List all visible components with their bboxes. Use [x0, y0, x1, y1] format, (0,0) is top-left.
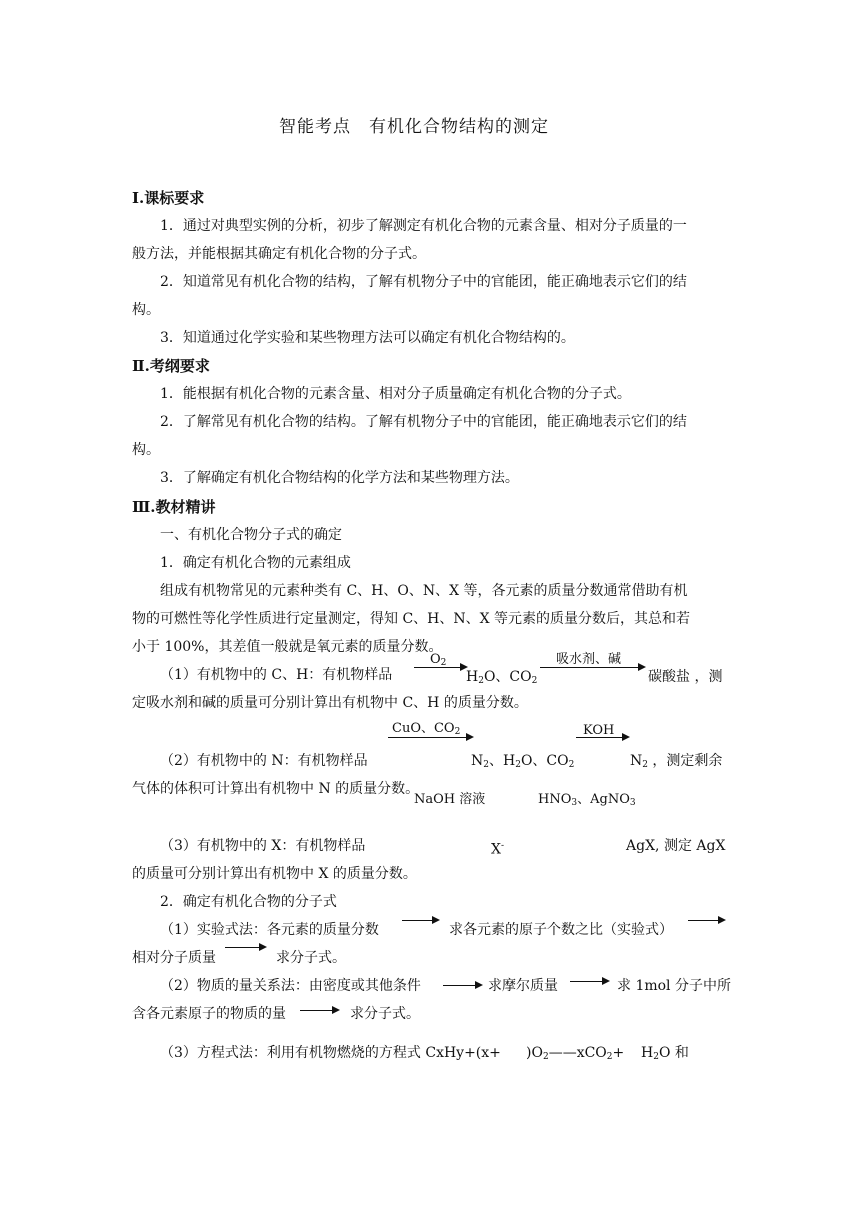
- subheading: 2．确定有机化合物的分子式: [160, 894, 337, 910]
- step-arrow: [402, 920, 438, 921]
- paragraph: （1）实验式法：各元素的质量分数: [160, 922, 379, 938]
- paragraph: 含各元素原子的物质的量: [132, 1006, 286, 1022]
- paragraph: 小于 100%，其差值一般就是氧元素的质量分数。: [132, 639, 443, 655]
- paragraph: 1．通过对典型实例的分析，初步了解测定有机化合物的元素含量、相对分子质量的一: [160, 218, 687, 234]
- paragraph: （2）物质的量关系法：由密度或其他条件: [160, 978, 421, 994]
- section-heading-course-requirements: Ⅰ.课标要求: [132, 189, 205, 207]
- paragraph: 组成有机物常见的元素种类有 C、H、O、N、X 等，各元素的质量分数通常借助有机: [160, 583, 688, 599]
- paragraph: （3）方程式法：利用有机物燃烧的方程式 CxHy+(x+: [160, 1045, 501, 1061]
- paragraph: 3．知道通过化学实验和某些物理方法可以确定有机化合物结构的。: [160, 330, 575, 346]
- reaction-arrow: [576, 737, 628, 738]
- reagent-label: NaOH 溶液: [414, 792, 486, 807]
- product-formula: $N_2$、$H_2O$、$CO_2$: [471, 753, 575, 770]
- page-title: 智能考点 有机化合物结构的测定: [279, 117, 549, 137]
- paragraph: 2．了解常见有机化合物的结构。了解有机物分子中的官能团，能正确地表示它们的结: [160, 414, 687, 430]
- step-arrow: [225, 947, 265, 948]
- section-heading-exam-requirements: Ⅱ.考纲要求: [132, 357, 210, 375]
- paragraph: 定吸水剂和碱的质量可分别计算出有机物中 C、H 的质量分数。: [132, 695, 528, 711]
- step-arrow: [300, 1010, 338, 1011]
- equation-part: $H_2O$ 和: [641, 1045, 689, 1062]
- step-arrow: [570, 981, 608, 982]
- reagent-label: CuO、$CO_2$: [392, 721, 461, 737]
- reagent-label: $HNO_3$、AgNO$_3$: [538, 792, 636, 808]
- paragraph: 构。: [132, 302, 160, 318]
- paragraph: （2）有机物中的 N：有机物样品: [160, 753, 368, 769]
- paragraph: （1）有机物中的 C、H：有机物样品: [160, 667, 393, 683]
- paragraph: 气体的体积可计算出有机物中 N 的质量分数。: [132, 781, 420, 797]
- paragraph: 相对分子质量: [132, 950, 216, 966]
- paragraph: 的质量可分别计算出有机物中 X 的质量分数。: [132, 866, 417, 882]
- reaction-arrow: [414, 667, 466, 668]
- reagent-label: 吸水剂、碱: [556, 652, 622, 667]
- paragraph: 1．能根据有机化合物的元素含量、相对分子质量确定有机化合物的分子式。: [160, 386, 631, 402]
- paragraph: 般方法，并能根据其确定有机化合物的分子式。: [132, 246, 426, 262]
- paragraph: 求摩尔质量: [488, 978, 558, 994]
- paragraph: 物的可燃性等化学性质进行定量测定，得知 C、H、N、X 等元素的质量分数后，其总和若: [132, 611, 691, 627]
- product-label: AgX, 测定 AgX: [626, 838, 726, 854]
- equation-part: )$O_2——xCO_2+$: [526, 1045, 625, 1062]
- paragraph: 求分子式。: [276, 950, 346, 966]
- reagent-label: $O_2$: [430, 652, 447, 668]
- ion-formula: X-: [491, 841, 505, 858]
- paragraph: 求 1mol 分子中所: [617, 978, 731, 994]
- product-formula: $H_2O$、$CO_2$: [466, 669, 538, 686]
- product-formula: $N_2$ ，测定剩余: [630, 753, 723, 770]
- reaction-arrow: [388, 737, 472, 738]
- subheading: 1．确定有机化合物的元素组成: [160, 555, 351, 571]
- reagent-label: KOH: [583, 723, 615, 738]
- paragraph: 求各元素的原子个数之比（实验式）: [449, 922, 673, 938]
- subheading: 一、有机化合物分子式的确定: [160, 527, 342, 543]
- paragraph: 3．了解确定有机化合物结构的化学方法和某些物理方法。: [160, 470, 519, 486]
- reaction-arrow: [540, 667, 644, 668]
- step-arrow: [688, 920, 724, 921]
- step-arrow: [443, 985, 481, 986]
- section-heading-textbook-explanation: Ⅲ.教材精讲: [132, 498, 216, 516]
- paragraph: 求分子式。: [350, 1006, 420, 1022]
- paragraph: 构。: [132, 442, 160, 458]
- product-label: 碳酸盐 ，测: [648, 669, 723, 685]
- paragraph: 2．知道常见有机化合物的结构，了解有机物分子中的官能团，能正确地表示它们的结: [160, 274, 687, 290]
- paragraph: （3）有机物中的 X：有机物样品: [160, 838, 366, 854]
